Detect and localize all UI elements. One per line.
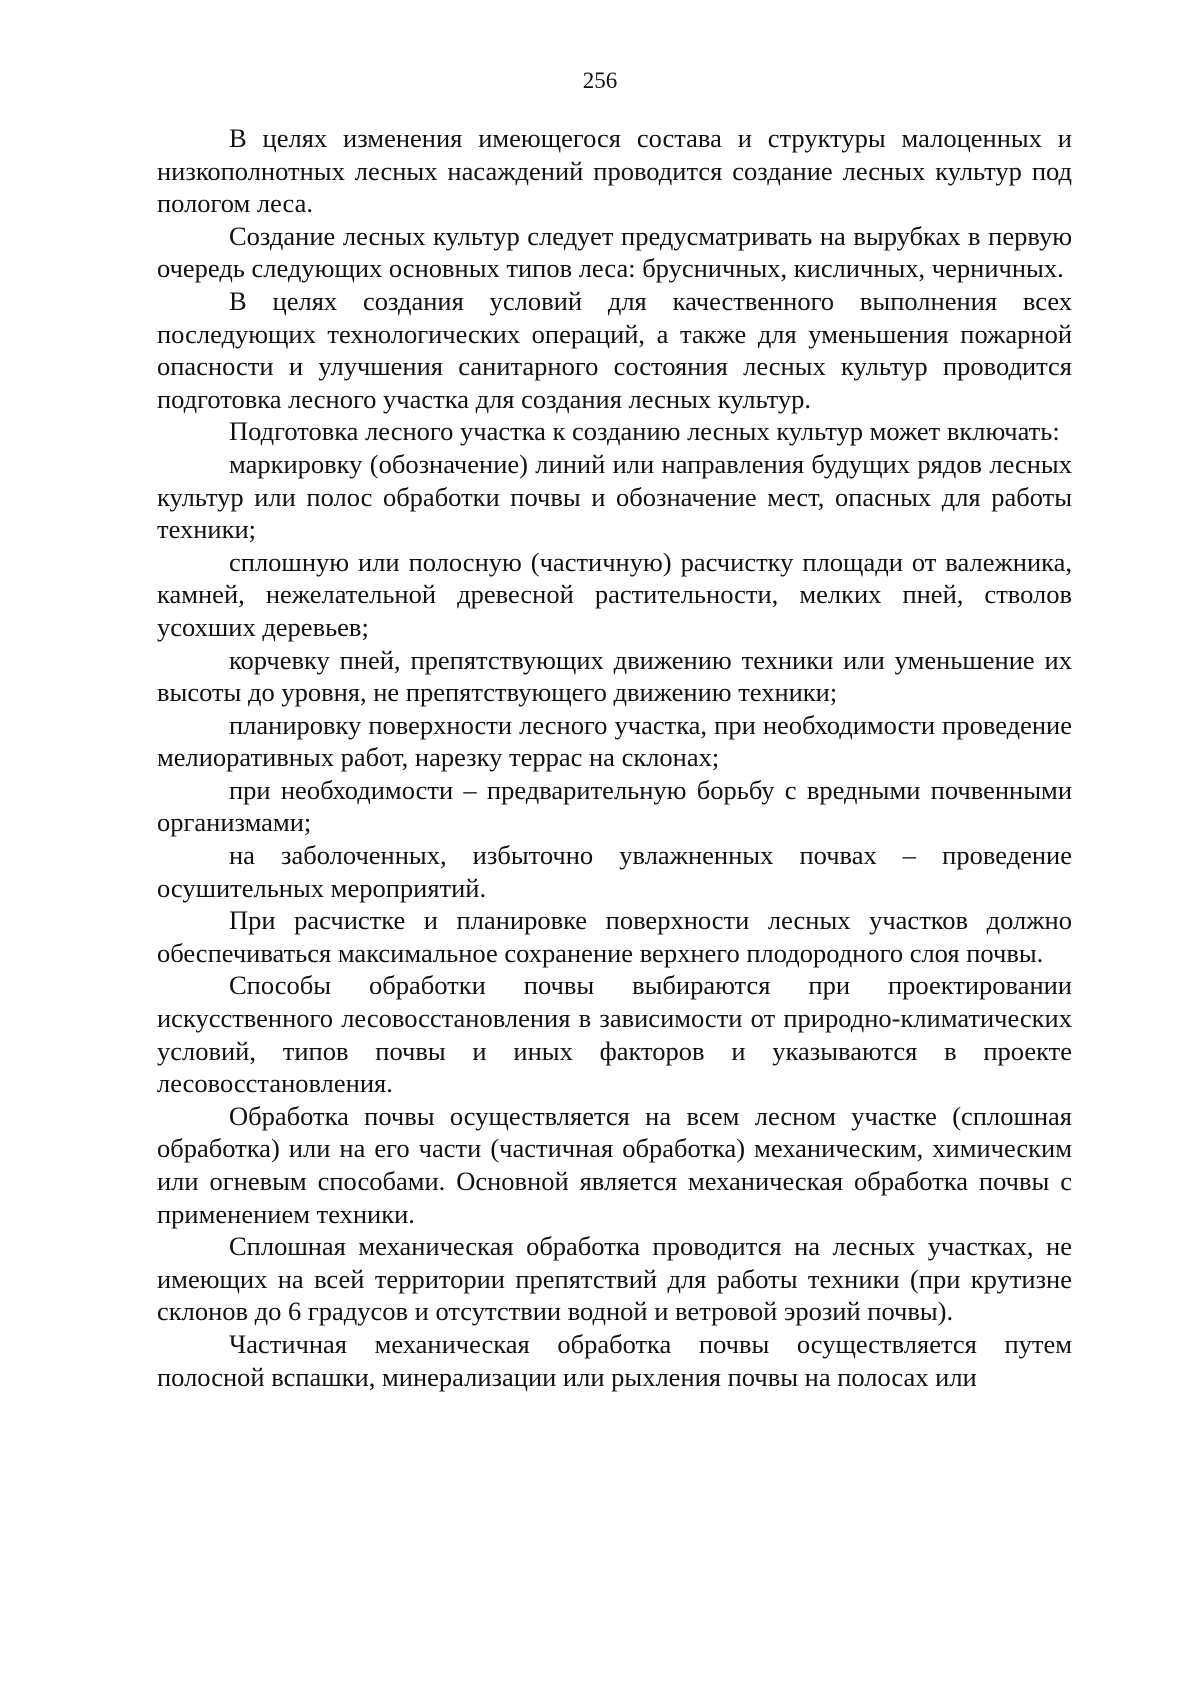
paragraph-site-preparation-includes: Подготовка лесного участка к созданию лесных культур может включать: [229, 416, 1060, 447]
list-item-drainage: на заболоченных, избыточно увлажненных почвах – проведение осушительных мероприятий. [157, 840, 1072, 903]
list-item-marking: маркировку (обозначение) линий или направления будущих рядов лесных культур или полос обработки почвы и обозначение мест, опасных для работы техники; [157, 448, 1072, 545]
paragraph-continuous-treatment: Сплошная механическая обработка проводится на лесных участках, не имеющих на всей территории препятствий для работы техники (при крутизне склонов до 6 градусов и отсутствии водной и ветровой эрозий почвы). [157, 1231, 1072, 1327]
list-item-clearing: сплошную или полосную (частичную) расчистку площади от валежника, камней, нежелательной древесной растительности, мелких пней, стволов усохших деревьев; [157, 546, 1072, 642]
document-body [157, 122, 1072, 1393]
paragraph-soil-treatment-types: Обработка почвы осуществляется на всем лесном участке (сплошная обработка) или на его части (частичная обработка) механическим, химическим или огневым способами. Основной является механическая обработка почвы с применением техники. [157, 1100, 1072, 1229]
paragraph-site-preparation-purpose: В целях создания условий для качественного выполнения всех последующих технологических операций, а также для уменьшения пожарной опасности и улучшения санитарного состояния лесных культур проводится подготовка лесного участка для создания лесных культур. [157, 285, 1072, 414]
list-item-surface-planning: планировку поверхности лесного участка, при необходимости проведение мелиоративных работ, нарезку террас на склонах; [157, 709, 1072, 773]
list-item-stump-removal: корчевку пней, препятствующих движению техники или уменьшение их высоты до уровня, не препятствующего движению техники; [157, 644, 1072, 708]
paragraph-partial-treatment: Частичная механическая обработка почвы осуществляется путем полосной вспашки, минерализации или рыхления почвы на полосах или [157, 1328, 1072, 1392]
page-number: 256 [582, 68, 618, 93]
paragraph-forest-cultures-under-canopy: В целях изменения имеющегося состава и структуры малоценных и низкополнотных лесных насаждений проводится создание лесных культур под пологом леса. [157, 123, 1072, 219]
list-item-pest-control: при необходимости – предварительную борьбу с вредными почвенными организмами; [157, 774, 1072, 838]
paragraph-topsoil-preservation: При расчистке и планировке поверхности лесных участков должно обеспечиваться максимальное сохранение верхнего плодородного слоя почвы. [157, 905, 1072, 968]
paragraph-cultures-on-clearings: Создание лесных культур следует предусматривать на вырубках в первую очередь следующих основных типов леса: брусничных, кисличных, черничных. [157, 220, 1072, 284]
paragraph-soil-treatment-methods: Способы обработки почвы выбираются при проектировании искусственного лесовосстановления в зависимости от природно-климатических условий, типов почвы и иных факторов и указываются в проекте лесовосстановления. [157, 970, 1072, 1099]
